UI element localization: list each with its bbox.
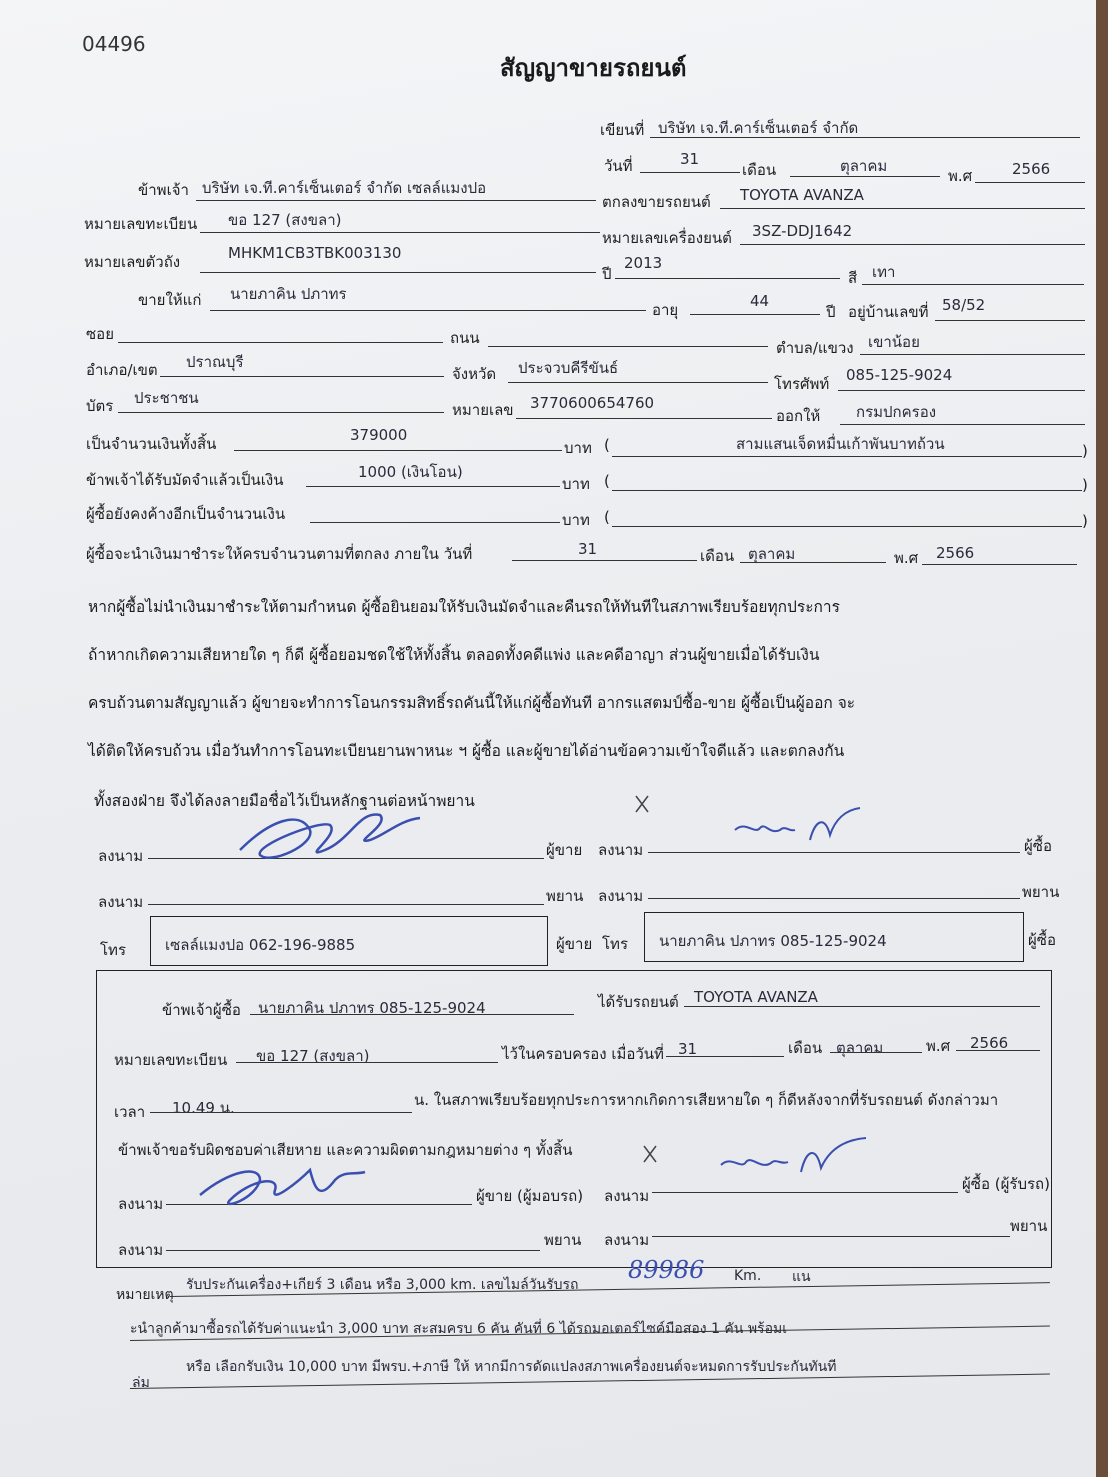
label-i: ข้าพเจ้า xyxy=(138,181,189,199)
value-mileage: 89986 xyxy=(628,1256,705,1284)
line xyxy=(118,342,443,343)
line xyxy=(488,346,768,347)
label-pay-within: ผู้ซื้อจะนำเงินมาชำระให้ครบจำนวนตามที่ตกลง ภายใน วันที่ xyxy=(86,545,473,563)
paragraph-1: หากผู้ซื้อไม่นำเงินมาชำระให้ตามกำหนด ผู้ซื้อยินยอมให้รับเงินมัดจำและคืนรถให้ทันทีในสภาพเรียบร้อยทุกประการ xyxy=(88,598,840,616)
value-pay-month: ตุลาคม xyxy=(748,545,796,563)
label-house-no: อยู่บ้านเลขที่ xyxy=(848,303,929,321)
label-pay-month: เดือน xyxy=(700,547,735,565)
label-witness: พยาน xyxy=(546,887,584,905)
label-age-unit: ปี xyxy=(826,303,836,321)
label-issued-by: ออกให้ xyxy=(776,407,821,425)
paragraph-2: ถ้าหากเกิดความเสียหายใด ๆ ก็ดี ผู้ซื้อยอมชดใช้ให้ทั้งสิ้น ตลอดทั้งคดีแพ่ง และคดีอาญา ส่วนผู้ขายเมื่อได้รับเงิน xyxy=(88,646,820,664)
label-tambon: ตำบล/แขวง xyxy=(776,339,854,357)
value-color: เทา xyxy=(872,263,896,281)
value-month: ตุลาคม xyxy=(840,157,888,175)
line xyxy=(310,522,560,523)
label-rx-reg: หมายเลขทะเบียน xyxy=(114,1051,228,1069)
note-line-1c: แน xyxy=(792,1269,811,1285)
label-province: จังหวัด xyxy=(452,365,497,383)
line xyxy=(612,456,1082,457)
label-agree-sell: ตกลงขายรถยนต์ xyxy=(602,193,711,211)
paragraph-3: ครบถ้วนตามสัญญาแล้ว ผู้ขายจะทำการโอนกรรมสิทธิ์รถคันนี้ให้แก่ผู้ซื้อทันที อากรแสตมป์ซื้อ-ขาย ผู้ซื้อเป็นผู้ออก จะ xyxy=(88,694,856,712)
buyer-signature xyxy=(730,800,880,850)
label-note: หมายเหตุ xyxy=(116,1287,174,1303)
line xyxy=(740,562,886,563)
label-age: อายุ xyxy=(652,301,679,319)
paren-close: ) xyxy=(1082,442,1088,460)
label-sign: ลงนาม xyxy=(598,841,644,859)
value-card-no: 3770600654760 xyxy=(530,394,655,412)
label-buyer-i: ข้าพเจ้าผู้ซื้อ xyxy=(162,1001,241,1019)
buyer-receipt-signature xyxy=(716,1130,876,1180)
line xyxy=(516,418,772,419)
label-baht-2: บาท xyxy=(562,475,590,493)
seller-signature xyxy=(230,800,430,870)
value-chassis: MHKM1CB3TBK003130 xyxy=(228,244,402,262)
value-written-at: บริษัท เจ.ที.คาร์เซ็นเตอร์ จำกัด xyxy=(658,119,859,137)
line xyxy=(512,560,697,561)
line xyxy=(666,1056,784,1057)
value-rx-month: ตุลาคม xyxy=(836,1039,884,1057)
value-buyer-tel: นายภาคิน ปภาทร 085-125-9024 xyxy=(659,932,887,950)
line xyxy=(234,450,562,451)
value-deposit: 1000 (เงินโอน) xyxy=(358,463,463,481)
line xyxy=(720,208,1085,209)
paragraph-5: ทั้งสองฝ่าย จึงได้ลงลายมือชื่อไว้เป็นหลักฐานต่อหน้าพยาน xyxy=(94,792,475,810)
value-seller-tel: เซลล์แมงปอ 062-196-9885 xyxy=(165,936,356,954)
label-seller-deliver: ผู้ขาย (ผู้มอบรถ) xyxy=(476,1187,584,1205)
line xyxy=(166,1250,540,1251)
label-card: บัตร xyxy=(86,397,114,415)
line xyxy=(148,904,544,905)
label-tel: โทร xyxy=(100,941,127,959)
line xyxy=(862,284,1084,285)
value-total-words: สามแสนเจ็ดหมื่นเก้าพันบาทถ้วน xyxy=(736,435,945,453)
line xyxy=(838,390,1085,391)
label-engine-no: หมายเลขเครื่องยนต์ xyxy=(602,229,732,247)
label-deposit: ข้าพเจ้าได้รับมัดจำแล้วเป็นเงิน xyxy=(86,471,284,489)
value-rx-day: 31 xyxy=(678,1040,698,1058)
label-baht-3: บาท xyxy=(562,511,590,529)
paren-close: ) xyxy=(1082,476,1088,494)
label-sign: ลงนาม xyxy=(604,1187,650,1205)
label-received-car: ได้รับรถยนต์ xyxy=(598,993,679,1011)
label-time: เวลา xyxy=(114,1103,146,1121)
label-card-no: หมายเลข xyxy=(452,401,514,419)
line xyxy=(935,320,1085,321)
value-seller-name: บริษัท เจ.ที.คาร์เซ็นเตอร์ จำกัด เซลล์แมงปอ xyxy=(202,179,487,197)
label-soi: ซอย xyxy=(86,325,114,343)
label-total: เป็นจำนวนเงินทั้งสิ้น xyxy=(86,435,217,453)
seller-receipt-signature xyxy=(190,1150,370,1220)
line xyxy=(150,1112,412,1113)
line xyxy=(200,232,600,233)
line xyxy=(640,172,740,173)
label-possession: ไว้ในครอบครอง เมื่อวันที่ xyxy=(502,1045,664,1063)
label-sign: ลงนาม xyxy=(98,893,144,911)
value-total: 379000 xyxy=(350,426,408,444)
paren-open: ( xyxy=(604,508,610,526)
value-age: 44 xyxy=(750,292,770,310)
label-tel: โทร xyxy=(602,935,629,953)
label-rx-be: พ.ศ xyxy=(926,1037,951,1055)
paren-open: ( xyxy=(604,436,610,454)
line xyxy=(508,382,768,383)
line xyxy=(860,354,1085,355)
label-year: ปี xyxy=(602,265,612,283)
line xyxy=(612,490,1082,491)
label-time-tail: น. ในสภาพเรียบร้อยทุกประการหากเกิดการเสียหายใด ๆ ก็ดีหลังจากที่รับรถยนต์ ดังกล่าวมา xyxy=(414,1091,999,1109)
line xyxy=(306,486,560,487)
label-sign: ลงนาม xyxy=(598,887,644,905)
label-buyer: ผู้ซื้อ xyxy=(1024,837,1052,855)
label-sign: ลงนาม xyxy=(118,1241,164,1259)
paren-open: ( xyxy=(604,472,610,490)
value-rx-car: TOYOTA AVANZA xyxy=(694,988,818,1006)
value-day: 31 xyxy=(680,150,700,168)
label-baht-1: บาท xyxy=(564,439,592,457)
page-title: สัญญาขายรถยนต์ xyxy=(500,54,687,82)
line xyxy=(652,1192,958,1193)
label-chassis: หมายเลขตัวถัง xyxy=(84,253,181,271)
label-amphoe: อำเภอ/เขต xyxy=(86,361,158,379)
paren-close: ) xyxy=(1082,512,1088,530)
line xyxy=(250,1014,574,1015)
line xyxy=(612,526,1082,527)
label-pay-be: พ.ศ xyxy=(894,549,919,567)
value-rx-time: 10.49 น. xyxy=(172,1099,235,1117)
line xyxy=(922,564,1077,565)
label-sign: ลงนาม xyxy=(98,847,144,865)
label-witness: พยาน xyxy=(1022,883,1060,901)
value-engine-no: 3SZ-DDJ1642 xyxy=(752,222,853,240)
line xyxy=(956,1050,1040,1051)
line xyxy=(210,310,646,311)
value-pay-year: 2566 xyxy=(936,544,975,562)
line xyxy=(684,1006,1040,1007)
value-pay-day: 31 xyxy=(578,540,598,558)
value-card: ประชาชน xyxy=(134,389,199,407)
label-responsibility: ข้าพเจ้าขอรับผิดชอบค่าเสียหาย และความผิดตามกฎหมายต่าง ๆ ทั้งสิ้น xyxy=(118,1141,573,1159)
value-amphoe: ปราณบุรี xyxy=(186,353,244,371)
value-tambon: เขาน้อย xyxy=(868,333,920,351)
label-sign: ลงนาม xyxy=(118,1195,164,1213)
value-province: ประจวบคีรีขันธ์ xyxy=(518,359,619,377)
line xyxy=(690,314,820,315)
line xyxy=(200,272,596,273)
document-number: 04496 xyxy=(82,32,146,56)
line xyxy=(648,898,1020,899)
label-seller: ผู้ขาย xyxy=(556,935,593,953)
value-car-model: TOYOTA AVANZA xyxy=(740,186,864,204)
label-color: สี xyxy=(848,269,858,287)
paragraph-4: ได้ติดให้ครบถ้วน เมื่อวันทำการโอนทะเบียนยานพาหนะ ฯ ผู้ซื้อ และผู้ขายได้อ่านข้อความเข้าใจดีแล้ว และตกลงกัน xyxy=(88,742,845,760)
label-month: เดือน xyxy=(742,161,777,179)
label-buyer: ผู้ซื้อ xyxy=(1028,931,1056,949)
line xyxy=(236,1062,498,1063)
value-rx-year: 2566 xyxy=(970,1034,1009,1052)
line xyxy=(830,1052,922,1053)
line xyxy=(615,278,840,279)
line xyxy=(840,424,1085,425)
line xyxy=(118,412,444,413)
x-mark xyxy=(628,790,658,820)
value-reg-no: ขอ 127 (สงขลา) xyxy=(228,211,342,229)
value-phone: 085-125-9024 xyxy=(846,366,953,384)
label-seller: ผู้ขาย xyxy=(546,841,583,859)
value-rx-reg: ขอ 127 (สงขลา) xyxy=(256,1047,370,1065)
label-sell-to: ขายให้แก่ xyxy=(138,291,202,309)
value-rx-buyer: นายภาคิน ปภาทร 085-125-9024 xyxy=(258,999,486,1017)
label-road: ถนน xyxy=(450,329,480,347)
label-witness: พยาน xyxy=(544,1231,582,1249)
label-buyer-receive: ผู้ซื้อ (ผู้รับรถ) xyxy=(962,1175,1050,1193)
line xyxy=(790,176,940,177)
note-line-3b: หรือ เลือกรับเงิน 10,000 บาท มีพรบ.+ภาษี ให้ หากมีการดัดแปลงสภาพเครื่องยนต์จะหมดการรับประกันทันที xyxy=(186,1359,837,1375)
note-line-2: ะนำลูกค้ามาซื้อรถได้รับค่าแนะนำ 3,000 บาท สะสมครบ 6 คัน คันที่ 6 ได้รถมอเตอร์ไซค์มือสอง 1 คัน พร้อมเ xyxy=(130,1321,787,1337)
label-phone: โทรศัพท์ xyxy=(774,375,830,393)
label-witness: พยาน xyxy=(1010,1217,1048,1235)
line xyxy=(652,1236,1010,1237)
x-mark xyxy=(636,1140,666,1170)
buyer-tel-box xyxy=(644,912,1024,962)
label-date: วันที่ xyxy=(604,157,633,175)
note-line-3a: ล่ม xyxy=(132,1375,150,1391)
line xyxy=(740,244,1085,245)
label-remaining: ผู้ซื้อยังคงค้างอีกเป็นจำนวนเงิน xyxy=(86,505,286,523)
label-written-at: เขียนที่ xyxy=(600,121,645,139)
note-line-1b: Km. xyxy=(734,1268,762,1284)
value-house-no: 58/52 xyxy=(942,296,986,314)
line xyxy=(650,137,1080,138)
label-be: พ.ศ xyxy=(948,167,973,185)
line xyxy=(196,200,596,201)
value-year: 2566 xyxy=(1012,160,1051,178)
label-rx-month: เดือน xyxy=(788,1039,823,1057)
line xyxy=(975,182,1085,183)
value-buyer-name: นายภาคิน ปภาทร xyxy=(230,285,347,303)
line xyxy=(160,376,444,377)
label-reg-no: หมายเลขทะเบียน xyxy=(84,215,198,233)
note-line-1a: รับประกันเครื่อง+เกียร์ 3 เดือน หรือ 3,000 km. เลขไมล์วันรับรถ xyxy=(186,1277,579,1293)
value-issued-by: กรมปกครอง xyxy=(856,403,937,421)
label-sign: ลงนาม xyxy=(604,1231,650,1249)
seller-tel-box xyxy=(150,916,548,966)
value-car-year: 2013 xyxy=(624,254,663,272)
line xyxy=(648,852,1020,853)
